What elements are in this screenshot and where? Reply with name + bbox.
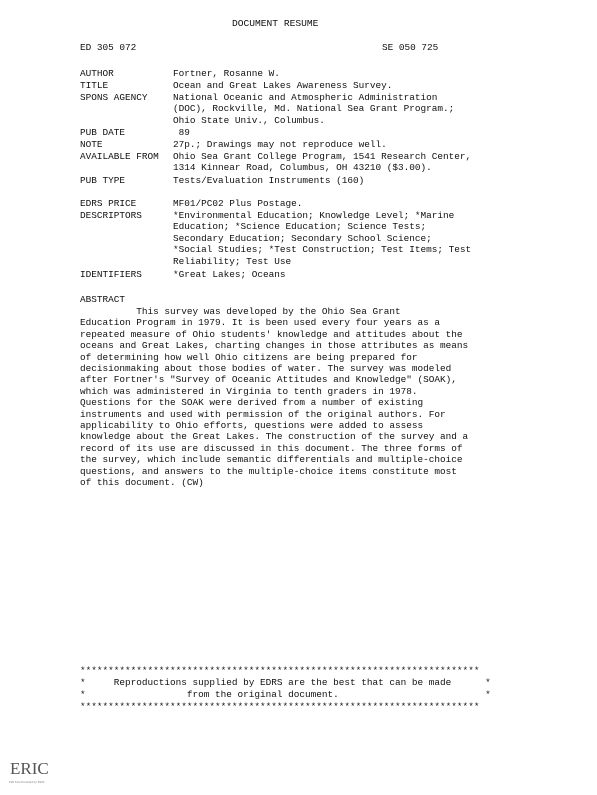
field-label-descriptors: DESCRIPTORS	[80, 210, 142, 221]
field-label-identifiers: IDENTIFIERS	[80, 269, 142, 280]
field-value-edrs-price: MF01/PC02 Plus Postage.	[173, 198, 303, 209]
document-title: DOCUMENT RESUME	[232, 18, 319, 29]
field-value-note: 27p.; Drawings may not reproduce well.	[173, 139, 387, 150]
field-label-pub-date: PUB DATE	[80, 127, 126, 138]
field-label-pub-type: PUB TYPE	[80, 175, 126, 186]
field-value-author: Fortner, Rosanne W.	[173, 68, 280, 79]
field-value-pub-date: 89	[173, 127, 190, 138]
field-label-note: NOTE	[80, 139, 103, 150]
footer-star-border-top: ***********************************************************************	[80, 665, 480, 676]
footer-star-border-bottom: ***********************************************************************	[80, 701, 480, 712]
field-label-available-from: AVAILABLE FROM	[80, 151, 159, 162]
field-value-available-from: Ohio Sea Grant College Program, 1541 Research Center, 1314 Kinnear Road, Columbus, OH 43210 ($3.00).	[173, 151, 472, 174]
field-value-identifiers: *Great Lakes; Oceans	[173, 269, 286, 280]
field-value-pub-type: Tests/Evaluation Instruments (160)	[173, 175, 365, 186]
field-value-title: Ocean and Great Lakes Awareness Survey.	[173, 80, 393, 91]
reproduction-notice-line-2: * from the original document. *	[80, 689, 491, 700]
field-value-descriptors: *Environmental Education; Knowledge Level; *Marine Education; *Science Education; Science Tests; Secondary Education; Secondary School Science; *Social Studies; *Test Construction; Test Items; Test Reliability; Test Use	[173, 210, 472, 267]
abstract-label: ABSTRACT	[80, 294, 126, 305]
se-number: SE 050 725	[382, 42, 439, 53]
eric-logo	[8, 752, 52, 788]
reproduction-notice-line-1: * Reproductions supplied by EDRS are the best that can be made *	[80, 677, 491, 688]
field-label-edrs-price: EDRS PRICE	[80, 198, 137, 209]
field-label-spons-agency: SPONS AGENCY	[80, 92, 148, 103]
eric-logo-subtext: Full Text Provided by ERIC	[9, 780, 45, 784]
field-value-spons-agency: National Oceanic and Atmospheric Administration (DOC), Rockville, Md. National Sea Grant Program.; Ohio State Univ., Columbus.	[173, 92, 455, 126]
abstract-text: This survey was developed by the Ohio Sea Grant Education Program in 1979. It is been used every four years as a repeated measure of Ohio students' knowledge and attitudes about the oceans and Great Lakes, charting changes in those attributes as means of determining how well Ohio citizens are being prepared for decisionmaking about those bodies of water. The survey was modeled after Fortner's "Survey of Oceanic Attitudes and Knowledge" (SOAK), which was administered in Virginia to tenth graders in 1978. Questions for the SOAK were derived from a number of existing instruments and used with permission of the original authors. For applicability to Ohio efforts, questions were added to assess knowledge about the Great Lakes. The construction of the survey and a record of its use are discussed in this document. The three forms of the survey, which include semantic differentials and multiple-choice questions, and answers to the multiple-choice items constitute most of this document. (CW)	[80, 306, 469, 489]
field-label-title: TITLE	[80, 80, 109, 91]
ed-number: ED 305 072	[80, 42, 137, 53]
field-label-author: AUTHOR	[80, 68, 114, 79]
eric-logo-text: ERIC	[10, 759, 49, 778]
